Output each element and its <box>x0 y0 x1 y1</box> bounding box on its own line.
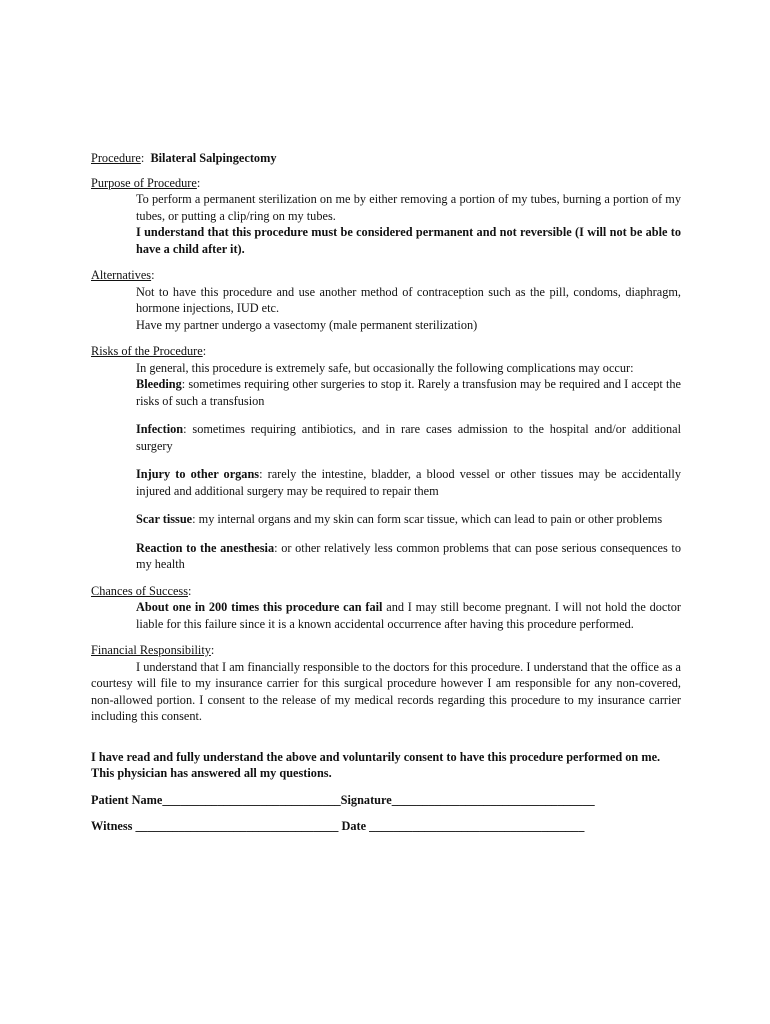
risk-text: : my internal organs and my skin can form scar tissue, which can lead to pain or other problems <box>192 512 663 526</box>
risk-term: Injury to other organs <box>136 467 260 481</box>
success-bold: About one in 200 times this procedure can fail <box>136 600 383 614</box>
witness-date-line: Witness _________________________________ Date ___________________________________ <box>91 819 585 833</box>
risk-item <box>136 511 681 528</box>
purpose-heading: Purpose of Procedure <box>91 175 197 190</box>
consent-statement: I have read and fully understand the above and voluntarily consent to have this procedure performed on me. This physician has answered all my questions. <box>91 749 661 780</box>
financial-section: Financial Responsibility: I understand that I am financially responsible to the doctors for this procedure. I understand that the office as a courtesy will file to my insurance carrier for this surgical procedure however I am responsible for any non-covered, non-allowed portion. I consent to the release of my medical records regarding this procedure to my insurance carrier including this consent. <box>91 643 681 723</box>
procedure-line: Procedure: Bilateral Salpingectomy <box>91 151 277 165</box>
risks-heading: Risks of the Procedure <box>91 344 203 358</box>
risks-intro: In general, this procedure is extremely safe, but occasionally the following complications may occur: <box>136 360 634 375</box>
risk-text: : or other relatively less common problems that can pose serious consequences to my health <box>136 540 681 571</box>
patient-signature-line: Patient Name_____________________________Signature_________________________________ <box>91 792 595 807</box>
procedure-name: Bilateral Salpingectomy <box>150 151 277 165</box>
financial-heading: Financial Responsibility <box>91 643 211 657</box>
alternatives-line-1: Not to have this procedure and use another method of contraception such as the pill, condoms, diaphragm, hormone injections, IUD etc. <box>136 284 681 315</box>
alternatives-heading: Alternatives <box>91 268 152 282</box>
purpose-text: To perform a permanent sterilization on me by either removing a portion of my tubes, burning a portion of my tubes, or putting a clip/ring on my tubes. <box>136 192 681 223</box>
risk-term: Bleeding <box>136 377 182 391</box>
risk-item <box>136 376 681 409</box>
risk-item <box>136 466 681 499</box>
alternatives-line-2: Have my partner undergo a vasectomy (male permanent sterilization) <box>136 317 478 332</box>
risk-item <box>136 421 681 454</box>
consent-document <box>91 150 681 835</box>
risks-section: Risks of the Procedure: In general, this procedure is extremely safe, but occasionally the following complications may occur: Bleeding: sometimes requiring other surgeries to stop it. Rarely a transfusion may be required and I accept the risks of such a transfusion Infection: sometimes requiring antibiotics, and in rare cases admission to the hospital and/or additional surgery Injury to other organs: rarely the intestine, bladder, a blood vessel or other tissues may be accidentally injured and additional surgery may be required to repair them Scar tissue: my internal organs and my skin can form scar tissue, which can lead to pain or other problems Reaction to the anesthesia: or other relatively less common problems that can pose serious consequences to my health <box>91 344 681 571</box>
risk-term: Scar tissue <box>136 512 193 526</box>
success-section: Chances of Success: About one in 200 times this procedure can fail and I may still become pregnant. I will not hold the doctor liable for this failure since it is a known accidental occurrence after having this procedure performed. <box>91 583 681 631</box>
risk-text: : sometimes requiring antibiotics, and in rare cases admission to the hospital and/or additional surgery <box>136 422 681 453</box>
alternatives-section: Alternatives: Not to have this procedure and use another method of contraception such as the pill, condoms, diaphragm, hormone injections, IUD etc. Have my partner undergo a vasectomy (male permanent sterilization) <box>91 268 681 332</box>
procedure-label: Procedure <box>91 151 141 165</box>
risk-text: : sometimes requiring other surgeries to stop it. Rarely a transfusion may be required and I accept the risks of such a transfusion <box>136 377 681 408</box>
purpose-section: Purpose of Procedure: To perform a permanent sterilization on me by either removing a portion of my tubes, burning a portion of my tubes, or putting a clip/ring on my tubes. I understand that this procedure must be considered permanent and not reversible (I will not be able to have a child after it). <box>91 175 681 256</box>
risk-text: : rarely the intestine, bladder, a blood vessel or other tissues may be accidentally injured and additional surgery may be required to repair them <box>136 467 681 498</box>
financial-text: I understand that I am financially responsible to the doctors for this procedure. I understand that the office as a courtesy will file to my insurance carrier for this surgical procedure however I am responsible for any non-covered, non-allowed portion. I consent to the release of my medical records regarding this procedure to my insurance carrier including this consent. <box>91 659 681 723</box>
risk-term: Infection <box>136 422 184 436</box>
purpose-bold-statement: I understand that this procedure must be considered permanent and not reversible (I will not be able to have a child after it). <box>136 225 681 256</box>
success-heading: Chances of Success <box>91 583 188 598</box>
success-text: and I may still become pregnant. I will not hold the doctor liable for this failure since it is a known accidental occurrence after having this procedure performed. <box>136 600 681 631</box>
risk-item <box>136 540 681 573</box>
risk-term: Reaction to the anesthesia <box>136 540 275 555</box>
